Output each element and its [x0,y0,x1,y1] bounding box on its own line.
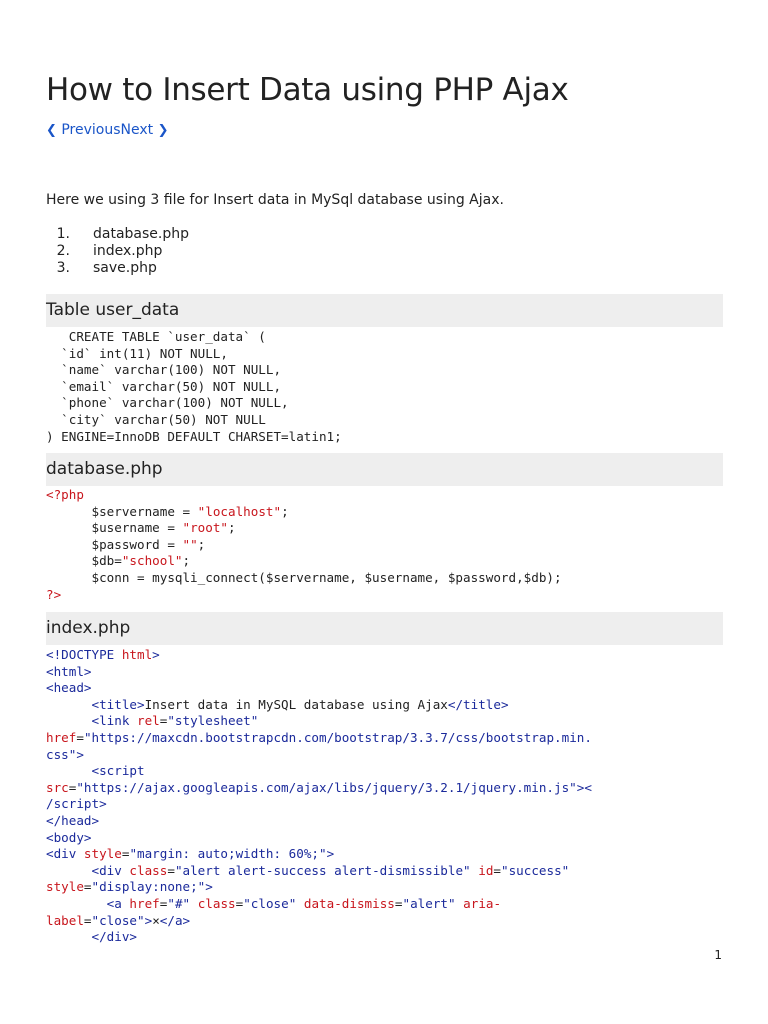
page-title: How to Insert Data using PHP Ajax [46,72,569,108]
section-heading-index: index.php [46,612,723,645]
database-php-code-block: <?php $servername = "localhost"; $username = "root"; $password = ""; $db="school"; $conn = mysqli_connect($servername, $username, $password,$db); ?> [46,487,562,602]
pagination-nav [46,122,169,138]
section-heading-database: database.php [46,453,723,486]
intro-paragraph: Here we using 3 file for Insert data in MySql database using Ajax. [46,192,504,208]
next-link[interactable]: Next ❯ [120,122,169,138]
chevron-left-icon: ❮ [46,123,57,138]
list-item: 3. save.php [56,260,157,276]
section-heading-table: Table user_data [46,294,723,327]
previous-link[interactable]: ❮ Previous [46,122,121,138]
page-number: 1 [714,948,722,962]
sql-code-block: CREATE TABLE `user_data` ( `id` int(11) NOT NULL, `name` varchar(100) NOT NULL, `email` varchar(50) NOT NULL, `phone` varchar(100) NOT NULL, `city` varchar(50) NOT NULL ) ENGINE=InnoDB DEFAULT CHARSET=latin1; [46,329,342,444]
index-php-code-block: <!DOCTYPE html> <html> <head> <title>Insert data in MySQL database using Ajax</title> <link rel="stylesheet" href="https://maxcdn.bootstrapcdn.com/bootstrap/3.3.7/css/bootstrap.min. css"> <script src="https://ajax.googleapis.com/ajax/libs/jquery/3.2.1/jquery.min.js">< /script> </head> <body> <div style="margin: auto;width: 60%;"> <div class="alert alert-success alert-dismissible" id="success" style="display:none;"> <a href="#" class="close" data-dismiss="alert" aria- label="close">×</a> </div> [46,647,592,945]
list-item: 1. database.php [56,226,190,242]
chevron-right-icon: ❯ [157,123,169,138]
file-list [46,226,189,277]
list-item: 2. index.php [56,243,163,259]
